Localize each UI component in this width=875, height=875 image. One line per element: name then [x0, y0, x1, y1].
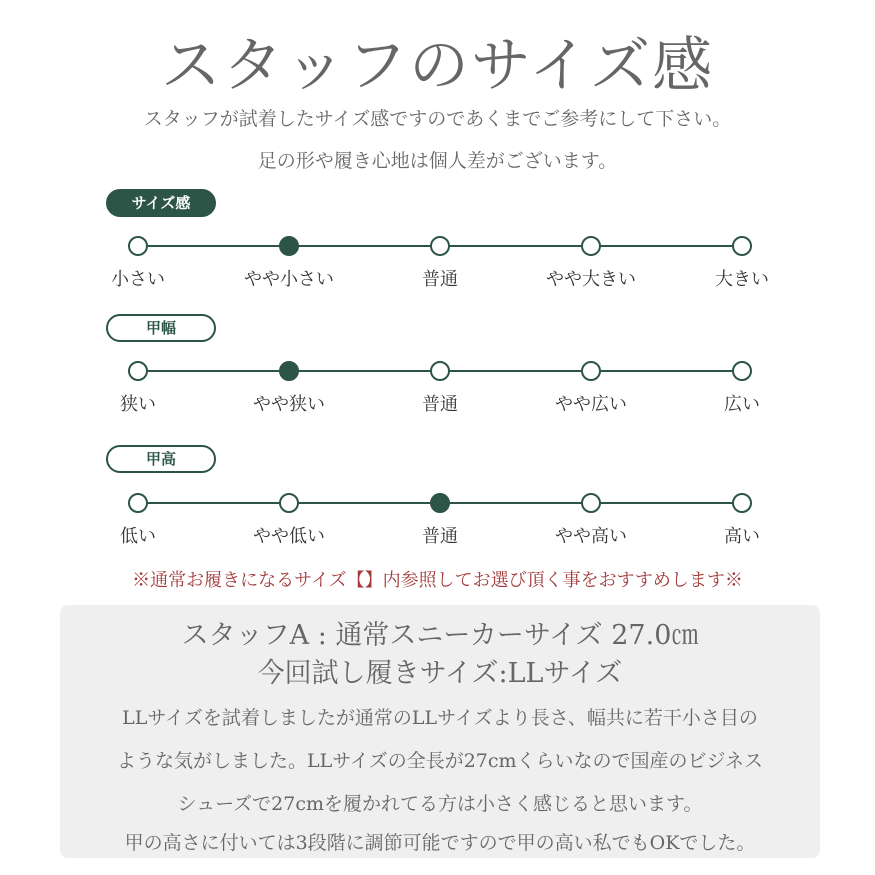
subtitle-line: 足の形や履き心地は個人差がございます。: [257, 150, 618, 172]
scale-option-label: やや高い: [555, 526, 627, 547]
scale-option-label: 普通: [422, 526, 458, 547]
review-text: シューズで27cmを履かれてる方は小さく感じると思います。: [177, 793, 703, 815]
scale-option-label: 低い: [120, 526, 156, 547]
trial-size-line: 今回試し履きサイズ:LLサイズ: [257, 658, 623, 689]
scale-point: [732, 236, 752, 256]
scale-point: [732, 493, 752, 513]
scale-point-selected: [279, 236, 299, 256]
scale-option-label: やや大きい: [546, 269, 636, 290]
scale-point: [279, 493, 299, 513]
scale-point: [581, 236, 601, 256]
subtitle-line: スタッフが試着したサイズ感ですのであくまでご参考にして下さい。: [143, 108, 732, 130]
scale-category-label: サイズ感: [106, 189, 216, 217]
review-text: LLサイズを試着しましたが通常のLLサイズより長さ、幅共に若干小さ目の: [122, 707, 758, 729]
scale-option-label: 普通: [422, 269, 458, 290]
scale-point-selected: [279, 361, 299, 381]
review-text: 甲の高さに付いては3段階に調節可能ですので甲の高い私でもOKでした。: [124, 832, 756, 854]
scale-option-label: 高い: [724, 526, 760, 547]
rating-scale: [0, 370, 875, 440]
review-text: ような気がしました。LLサイズの全長が27cmくらいなので国産のビジネス: [117, 750, 763, 772]
scale-point: [430, 361, 450, 381]
scale-option-label: 大きい: [715, 269, 769, 290]
scale-point-selected: [430, 493, 450, 513]
scale-option-label: やや小さい: [244, 269, 334, 290]
scale-option-label: やや狭い: [253, 394, 325, 415]
staff-review-box: [60, 605, 820, 858]
scale-point: [128, 361, 148, 381]
scale-point: [430, 236, 450, 256]
scale-option-label: 普通: [422, 394, 458, 415]
scale-point: [128, 493, 148, 513]
page-title: スタッフのサイズ感: [160, 31, 715, 101]
scale-category-label: 甲高: [106, 445, 216, 473]
scale-point: [581, 361, 601, 381]
scale-option-label: 広い: [724, 394, 760, 415]
recommendation-note: ※通常お履きになるサイズ【】内参照してお選び頂く事をおすすめします※: [132, 570, 743, 591]
scale-category-label: 甲幅: [106, 314, 216, 342]
scale-option-label: 小さい: [111, 269, 165, 290]
staff-size-line: スタッフA : 通常スニーカーサイズ 27.0㎝: [181, 620, 699, 651]
rating-scale: [0, 502, 875, 572]
scale-option-label: やや低い: [253, 526, 325, 547]
scale-option-label: 狭い: [120, 394, 156, 415]
scale-option-label: やや広い: [555, 394, 627, 415]
rating-scale: [0, 245, 875, 315]
scale-point: [732, 361, 752, 381]
scale-point: [581, 493, 601, 513]
scale-point: [128, 236, 148, 256]
